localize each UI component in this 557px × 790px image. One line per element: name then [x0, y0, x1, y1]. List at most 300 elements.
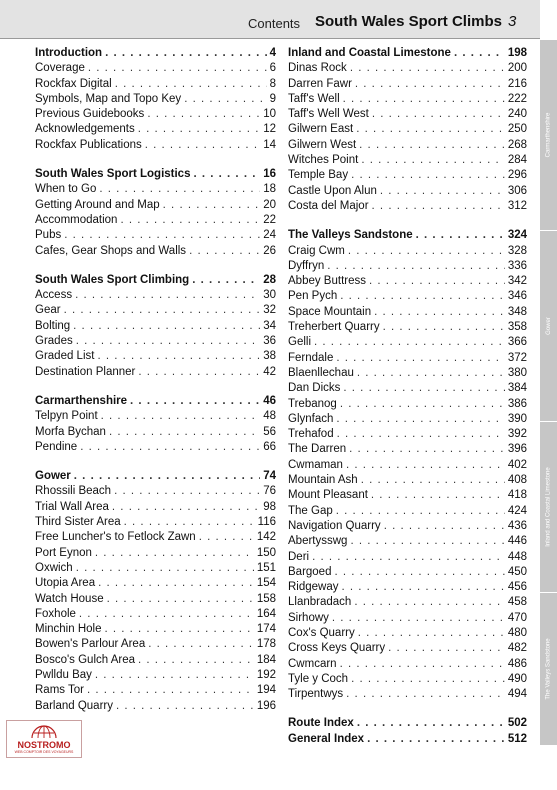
toc-entry-page: 56 — [263, 425, 276, 438]
dot-leader — [337, 427, 505, 442]
toc-entry[interactable] — [35, 699, 276, 714]
toc-entry-title: Introduction — [35, 47, 103, 59]
toc-entry[interactable] — [288, 381, 527, 396]
toc-entry-title: Coverage — [35, 62, 85, 75]
dot-leader — [192, 273, 260, 288]
toc-entry-title: Cwmaman — [288, 458, 343, 471]
toc-entry[interactable] — [288, 77, 527, 92]
toc-entry[interactable] — [288, 184, 527, 199]
dot-leader — [73, 319, 260, 334]
toc-entry-page: 178 — [256, 638, 276, 651]
toc-entry-title: Space Mountain — [288, 305, 372, 318]
side-tab-label: Gower — [545, 317, 552, 335]
toc-section — [35, 167, 276, 259]
dot-leader — [101, 409, 261, 424]
toc-entry-page: 348 — [507, 305, 527, 318]
toc-entry[interactable] — [35, 365, 276, 380]
dot-leader — [349, 442, 505, 457]
side-tab-label: Inland and Coastal Limestone — [545, 467, 552, 547]
toc-entry-page: 408 — [507, 474, 527, 487]
dot-leader — [148, 637, 254, 652]
toc-entry-page: 22 — [263, 213, 276, 226]
toc-entry[interactable] — [35, 288, 276, 303]
toc-entry[interactable] — [288, 580, 527, 595]
toc-entry-title: Getting Around and Map — [35, 198, 160, 211]
dot-leader — [95, 546, 254, 561]
toc-entry[interactable] — [288, 168, 527, 183]
toc-section-heading[interactable] — [35, 394, 276, 409]
toc-entry-page: 392 — [507, 428, 527, 441]
dot-leader — [104, 622, 253, 637]
toc-entry-title: Cox's Quarry — [288, 626, 355, 639]
toc-entry-page: 74 — [263, 470, 276, 483]
toc-entry-title: Mountain Ash — [288, 474, 358, 487]
toc-entry[interactable] — [35, 334, 276, 349]
toc-entry-page: 494 — [507, 688, 527, 701]
dot-leader — [374, 305, 505, 320]
dot-leader — [314, 335, 505, 350]
dot-leader — [454, 46, 505, 61]
dot-leader — [184, 92, 266, 107]
toc-entry-page: 372 — [507, 351, 527, 364]
toc-entry-page: 328 — [507, 244, 527, 257]
toc-entry[interactable] — [35, 198, 276, 213]
toc-entry-title: Trebanog — [288, 397, 337, 410]
toc-entry-title: South Wales Sport Climbing — [35, 273, 190, 286]
toc-section — [35, 394, 276, 455]
toc-entry-page: 8 — [269, 77, 276, 90]
dot-leader — [351, 672, 505, 687]
toc-section-heading[interactable] — [35, 167, 276, 182]
dot-leader — [372, 199, 505, 214]
toc-entry[interactable] — [288, 153, 527, 168]
toc-entry-title: Ridgeway — [288, 581, 339, 594]
toc-entry-page: 164 — [256, 607, 276, 620]
toc-section-heading[interactable] — [288, 46, 527, 61]
toc-entry-page: 42 — [263, 365, 276, 378]
toc-entry-page: 284 — [507, 154, 527, 167]
toc-entry[interactable] — [35, 592, 276, 607]
toc-entry[interactable] — [35, 228, 276, 243]
dot-leader — [138, 653, 254, 668]
toc-entry[interactable] — [35, 303, 276, 318]
toc-entry[interactable] — [288, 107, 527, 122]
dot-leader — [75, 288, 260, 303]
toc-entry[interactable] — [288, 473, 527, 488]
dot-leader — [346, 687, 505, 702]
toc-entry-page: 48 — [263, 410, 276, 423]
toc-entry-page: 436 — [507, 519, 527, 532]
toc-entry[interactable] — [288, 565, 527, 580]
toc-entry-title: Rhossili Beach — [35, 485, 112, 498]
toc-entry-title: Route Index — [288, 717, 354, 730]
toc-entry[interactable] — [35, 500, 276, 515]
dot-leader — [357, 716, 505, 731]
toc-entry-title: Morfa Bychan — [35, 425, 106, 438]
toc-entry-title: Gower — [35, 470, 71, 483]
page-number: 3 — [508, 13, 517, 30]
toc-entry-page: 24 — [263, 229, 276, 242]
toc-entry-title: Dyffryn — [288, 259, 325, 272]
toc-entry-page: 142 — [256, 531, 276, 544]
toc-entry-page: 336 — [507, 259, 527, 272]
toc-entry[interactable] — [288, 259, 527, 274]
toc-entry-title: Gilwern West — [288, 138, 357, 151]
toc-entry-title: Third Sister Area — [35, 516, 121, 529]
page-header — [0, 0, 540, 39]
toc-entry-page: 346 — [507, 290, 527, 303]
dot-leader — [107, 592, 254, 607]
toc-entry-page: 200 — [507, 62, 527, 75]
section-side-tabs — [540, 40, 557, 745]
toc-section — [35, 273, 276, 380]
toc-section-heading[interactable] — [288, 228, 527, 243]
toc-entry-page: 480 — [507, 626, 527, 639]
toc-section — [288, 228, 527, 702]
toc-entry[interactable] — [35, 637, 276, 652]
toc-entry[interactable] — [288, 595, 527, 610]
toc-entry-page: 396 — [507, 443, 527, 456]
toc-entry[interactable] — [35, 607, 276, 622]
toc-section — [35, 46, 276, 153]
dot-leader — [64, 228, 260, 243]
toc-entry-page: 450 — [507, 565, 527, 578]
toc-entry[interactable] — [35, 668, 276, 683]
dot-leader — [80, 440, 260, 455]
toc-entry-page: 26 — [263, 244, 276, 257]
toc-entry-title: Trehafod — [288, 428, 334, 441]
toc-entry[interactable] — [288, 488, 527, 503]
toc-entry-title: Port Eynon — [35, 546, 92, 559]
toc-entry-page: 14 — [263, 138, 276, 151]
toc-entry[interactable] — [35, 122, 276, 137]
toc-entry-title: Telpyn Point — [35, 410, 98, 423]
dot-leader — [340, 289, 505, 304]
dot-leader — [340, 657, 505, 672]
toc-entry-page: 198 — [507, 47, 527, 59]
dot-leader — [336, 351, 504, 366]
toc-section — [35, 469, 276, 714]
toc-entry-page: 6 — [269, 62, 276, 75]
toc-entry[interactable] — [288, 550, 527, 565]
dot-leader — [350, 534, 504, 549]
toc-entry-title: Watch House — [35, 592, 104, 605]
toc-entry-page: 184 — [256, 653, 276, 666]
dot-leader — [193, 167, 260, 182]
toc-entry-page: 20 — [263, 198, 276, 211]
dot-leader — [138, 365, 260, 380]
toc-entry-page: 384 — [507, 382, 527, 395]
toc-entry-page: 154 — [256, 577, 276, 590]
dot-leader — [74, 469, 260, 484]
dot-leader — [340, 397, 505, 412]
toc-entry-page: 358 — [507, 321, 527, 334]
toc-entry-title: Abertysswg — [288, 535, 348, 548]
toc-entry-title: Dan Dicks — [288, 382, 341, 395]
toc-entry-page: 366 — [507, 336, 527, 349]
toc-entry-page: 216 — [507, 77, 527, 90]
dot-leader — [355, 77, 505, 92]
toc-entry-title: Rockfax Digital — [35, 77, 112, 90]
dot-leader — [343, 381, 504, 396]
toc-entry[interactable] — [35, 213, 276, 228]
toc-entry[interactable] — [35, 61, 276, 76]
toc-entry-title: Gear — [35, 304, 61, 317]
dot-leader — [76, 561, 254, 576]
toc-entry[interactable] — [35, 92, 276, 107]
toc-section-heading[interactable] — [35, 46, 276, 61]
toc-entry[interactable] — [288, 732, 527, 747]
toc-entry[interactable] — [288, 611, 527, 626]
side-tab-label: The Valleys Sandstone — [545, 638, 552, 700]
side-tab-carmarthenshire[interactable] — [540, 40, 557, 231]
toc-entry[interactable] — [288, 519, 527, 534]
toc-entry[interactable] — [288, 305, 527, 320]
toc-entry-title: Deri — [288, 550, 310, 563]
toc-entry-page: 458 — [507, 596, 527, 609]
toc-entry[interactable] — [288, 534, 527, 549]
toc-entry-page: 150 — [256, 546, 276, 559]
toc-entry-page: 342 — [507, 275, 527, 288]
toc-entry-title: Previous Guidebooks — [35, 108, 145, 121]
logo-tagline: WEB COMPTOIR DES VOYAGEURS — [14, 750, 74, 754]
toc-entry-title: Bosco's Gulch Area — [35, 653, 135, 666]
toc-entry-page: 390 — [507, 412, 527, 425]
toc-entry-page: 151 — [256, 561, 276, 574]
toc-entry[interactable] — [288, 458, 527, 473]
toc-entry-title: Craig Cwm — [288, 244, 345, 257]
dot-leader — [356, 122, 505, 137]
dot-leader — [336, 412, 504, 427]
toc-entry[interactable] — [288, 427, 527, 442]
dot-leader — [359, 138, 505, 153]
toc-entry-page: 10 — [263, 108, 276, 121]
toc-entry-title: Castle Upon Alun — [288, 184, 377, 197]
dot-leader — [361, 473, 505, 488]
dot-leader — [115, 77, 267, 92]
toc-entry-page: 418 — [507, 489, 527, 502]
toc-entry[interactable] — [288, 641, 527, 656]
toc-entry[interactable] — [288, 320, 527, 335]
toc-entry-title: Cross Keys Quarry — [288, 642, 386, 655]
toc-entry[interactable] — [288, 657, 527, 672]
toc-entry-page: 240 — [507, 108, 527, 121]
toc-entry[interactable] — [35, 530, 276, 545]
toc-entry-page: 9 — [269, 92, 276, 105]
toc-entry[interactable] — [35, 77, 276, 92]
toc-entry-title: Pendine — [35, 440, 78, 453]
toc-section-heading[interactable] — [35, 469, 276, 484]
dot-leader — [124, 515, 255, 530]
toc-entry-title: Treherbert Quarry — [288, 321, 380, 334]
dot-leader — [163, 198, 261, 213]
toc-entry-page: 34 — [263, 319, 276, 332]
toc-entry-page: 490 — [507, 672, 527, 685]
toc-entry-title: The Gap — [288, 504, 333, 517]
toc-entry[interactable] — [288, 716, 527, 731]
toc-entry-title: When to Go — [35, 183, 97, 196]
toc-entry[interactable] — [288, 199, 527, 214]
toc-entry[interactable] — [288, 504, 527, 519]
toc-entry-title: Pwlldu Bay — [35, 668, 92, 681]
toc-entry[interactable] — [35, 319, 276, 334]
toc-entry-title: Glynfach — [288, 412, 334, 425]
dot-leader — [380, 184, 505, 199]
dot-leader — [64, 303, 261, 318]
dot-leader — [199, 530, 254, 545]
toc-entry[interactable] — [35, 683, 276, 698]
dot-leader — [350, 61, 505, 76]
toc-entry[interactable] — [288, 289, 527, 304]
toc-entry-page: 250 — [507, 123, 527, 136]
toc-entry-title: Gelli — [288, 336, 312, 349]
toc-entry-title: Llanbradach — [288, 596, 352, 609]
dot-leader — [116, 699, 254, 714]
toc-entry[interactable] — [35, 561, 276, 576]
toc-entry[interactable] — [288, 412, 527, 427]
dot-leader — [109, 425, 260, 440]
toc-entry[interactable] — [288, 672, 527, 687]
book-title: South Wales Sport Climbs — [315, 13, 502, 30]
toc-entry-title: Tyle y Coch — [288, 672, 349, 685]
toc-entry[interactable] — [35, 138, 276, 153]
toc-entry-title: Tirpentwys — [288, 688, 344, 701]
dot-leader — [361, 153, 505, 168]
toc-entry-title: Inland and Coastal Limestone — [288, 47, 451, 59]
toc-entry[interactable] — [288, 274, 527, 289]
toc-entry[interactable] — [35, 576, 276, 591]
toc-entry[interactable] — [288, 335, 527, 350]
toc-entry-title: Temple Bay — [288, 169, 349, 182]
toc-entry[interactable] — [288, 244, 527, 259]
toc-entry-title: Blaenllechau — [288, 366, 354, 379]
toc-entry-title: Acknowledgements — [35, 123, 135, 136]
toc-section — [288, 46, 527, 214]
toc-right-column — [288, 46, 527, 761]
toc-entry-page: 456 — [507, 581, 527, 594]
side-tab-gower[interactable] — [540, 231, 557, 422]
dot-leader — [189, 244, 260, 259]
toc-entry-title: Abbey Buttress — [288, 275, 366, 288]
toc-entry-title: Rockfax Publications — [35, 138, 142, 151]
toc-entry[interactable] — [288, 122, 527, 137]
toc-entry-title: General Index — [288, 732, 365, 745]
toc-entry[interactable] — [288, 687, 527, 702]
toc-entry-page: 380 — [507, 366, 527, 379]
toc-entry-title: South Wales Sport Logistics — [35, 168, 191, 181]
dot-leader — [145, 138, 260, 153]
toc-entry-title: Foxhole — [35, 607, 76, 620]
toc-entry-title: The Darren — [288, 443, 347, 456]
toc-entry[interactable] — [35, 546, 276, 561]
toc-entry[interactable] — [35, 107, 276, 122]
dot-leader — [334, 565, 504, 580]
toc-entry[interactable] — [288, 366, 527, 381]
toc-entry-page: 76 — [263, 485, 276, 498]
side-tab-valleys-sandstone[interactable] — [540, 593, 557, 745]
toc-entry[interactable] — [35, 349, 276, 364]
toc-entry[interactable] — [35, 622, 276, 637]
toc-entry-title: Accommodation — [35, 213, 118, 226]
toc-entry[interactable] — [288, 351, 527, 366]
toc-entry-page: 222 — [507, 92, 527, 105]
toc-entry-page: 446 — [507, 535, 527, 548]
dot-leader — [416, 228, 505, 243]
toc-entry-title: Destination Planner — [35, 365, 136, 378]
toc-section-heading[interactable] — [35, 273, 276, 288]
toc-entry-page: 194 — [256, 684, 276, 697]
toc-entry-title: Ferndale — [288, 351, 334, 364]
toc-entry[interactable] — [288, 626, 527, 641]
toc-entry-page: 512 — [507, 732, 527, 745]
toc-entry-title: Cwmcarn — [288, 657, 337, 670]
toc-entry-title: Dinas Rock — [288, 62, 347, 75]
toc-entry-title: Oxwich — [35, 561, 73, 574]
toc-entry[interactable] — [35, 409, 276, 424]
toc-entry-page: 324 — [507, 229, 527, 242]
dot-leader — [138, 122, 260, 137]
toc-entry-page: 38 — [263, 350, 276, 363]
toc-entry-title: Carmarthenshire — [35, 394, 128, 407]
side-tab-inland-coastal-limestone[interactable] — [540, 422, 557, 593]
dot-leader — [367, 732, 505, 747]
toc-entry-page: 306 — [507, 184, 527, 197]
toc-entry[interactable] — [35, 484, 276, 499]
toc-entry[interactable] — [288, 92, 527, 107]
toc-entry-title: Minchin Hole — [35, 623, 102, 636]
toc-entry-title: Pubs — [35, 229, 62, 242]
dot-leader — [351, 168, 505, 183]
dot-leader — [99, 182, 260, 197]
toc-entry-page: 482 — [507, 642, 527, 655]
dot-leader — [147, 107, 260, 122]
nostromo-logo — [6, 720, 82, 758]
toc-entry-title: Grades — [35, 335, 73, 348]
toc-entry-title: Rams Tor — [35, 684, 84, 697]
toc-entry-title: Taff's Well West — [288, 108, 369, 121]
toc-entry[interactable] — [35, 182, 276, 197]
toc-entry-title: Gilwern East — [288, 123, 354, 136]
dot-leader — [332, 611, 505, 626]
toc-entry[interactable] — [35, 244, 276, 259]
toc-entry-page: 196 — [256, 699, 276, 712]
toc-entry-page: 448 — [507, 550, 527, 563]
toc-entry-page: 28 — [263, 273, 276, 286]
toc-entry-title: The Valleys Sandstone — [288, 229, 413, 242]
dot-leader — [327, 259, 505, 274]
toc-entry-page: 66 — [263, 440, 276, 453]
toc-entry[interactable] — [288, 138, 527, 153]
toc-section — [288, 716, 527, 747]
toc-entry[interactable] — [35, 653, 276, 668]
toc-entry-title: Access — [35, 289, 73, 302]
toc-entry-title: Bowen's Parlour Area — [35, 638, 146, 651]
toc-entry-title: Free Luncher's to Fetlock Zawn — [35, 531, 196, 544]
dot-leader — [114, 484, 260, 499]
dot-leader — [312, 550, 505, 565]
dot-leader — [388, 641, 505, 656]
toc-entry[interactable] — [288, 442, 527, 457]
toc-entry-page: 12 — [263, 123, 276, 136]
dot-leader — [120, 213, 260, 228]
toc-entry[interactable] — [288, 61, 527, 76]
toc-entry-page: 18 — [263, 183, 276, 196]
toc-entry-page: 486 — [507, 657, 527, 670]
toc-entry[interactable] — [288, 397, 527, 412]
toc-entry[interactable] — [35, 425, 276, 440]
toc-entry[interactable] — [35, 515, 276, 530]
toc-entry[interactable] — [35, 440, 276, 455]
